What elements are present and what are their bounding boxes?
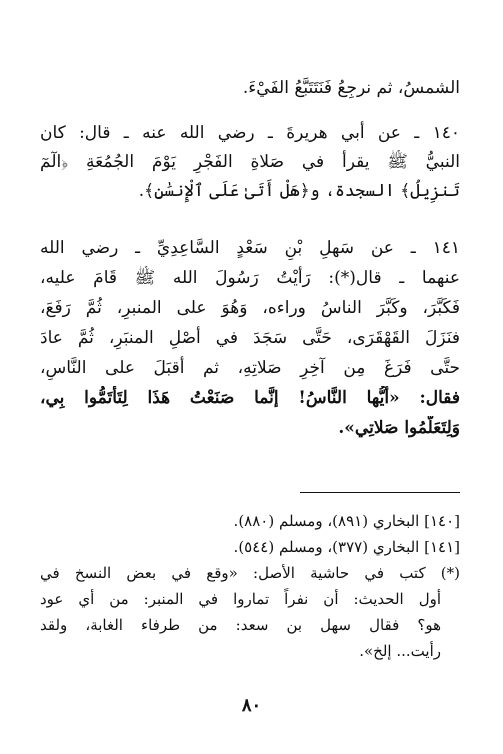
text-line: الشمسُ، ثم نرجِعُ فَنَتَتَبَّعُ الفَيْءَ.	[242, 78, 460, 98]
footnote-140: [١٤٠] البخاري (٨٩١)، ومسلم (٨٨٠).	[233, 512, 460, 530]
footnote-star: (*) كتب في حاشية الأصل: «وقع في بعض النسخ في	[40, 564, 460, 582]
quote-line: فقال: «أيُّها النَّاسُ! إنَّما صَنَعْتُ هَذَا لِتَأْتَمُّوا بِي،	[40, 388, 460, 408]
text-line: فنَزَلَ القَهْقَرَى، حَتَّى سَجَدَ في أَصْلِ المنبَرِ، ثُمَّ عادَ	[40, 328, 460, 348]
page-number: ٨٠	[241, 695, 262, 716]
quote-line: وَلِتَعَلَّمُوا صَلاتِي».	[338, 418, 460, 438]
footnote-star-line: أول الحديث: أن نفراً تماروا في المنبر: من أي عود	[40, 590, 441, 608]
text-line: عنهما ـ قال(*): رَأَيْتُ رَسُولَ الله ﷺ قَامَ عليه،	[40, 268, 460, 288]
hadith-141-line: ١٤١ ـ عن سَهلِ بْنِ سَعْدٍ السَّاعِدِيِّ ـ رضي الله	[40, 238, 460, 258]
text-line: فَكَبَّرَ، وكَبَّرَ الناسُ وراءه، وَهُوَ على المنبرِ، ثُمَّ رَفَعَ،	[40, 298, 460, 318]
footnote-141: [١٤١] البخاري (٣٧٧)، ومسلم (٥٤٤).	[233, 538, 460, 556]
hadith-140-line: ١٤٠ ـ عن أبي هريرةَ ـ رضي الله عنه ـ قال: كان	[40, 123, 460, 143]
footnote-star-line: هو؟ فقال سهل بن سعد: من طرفاء الغابة، ولقد	[40, 616, 441, 634]
text-line: حتَّى فَرَغَ مِن آخِرِ صَلاتِهِ، ثم أقبَلَ على النَّاسِ،	[40, 358, 460, 378]
footnote-star-line: رأيت... إلخ».	[359, 642, 441, 660]
text-line: النبيُّ ﷺ يقرأُ في صَلاةِ الفَجْرِ يَوْمَ الجُمُعَةِ ﴿الٓمٓ	[40, 152, 460, 172]
footnote-divider	[300, 492, 460, 493]
text-line: تَنزِيلُ﴾ السجدة، و﴿هَلْ أَتَىٰ عَلَى ٱلْإِنسَٰنِ﴾.	[138, 181, 460, 201]
